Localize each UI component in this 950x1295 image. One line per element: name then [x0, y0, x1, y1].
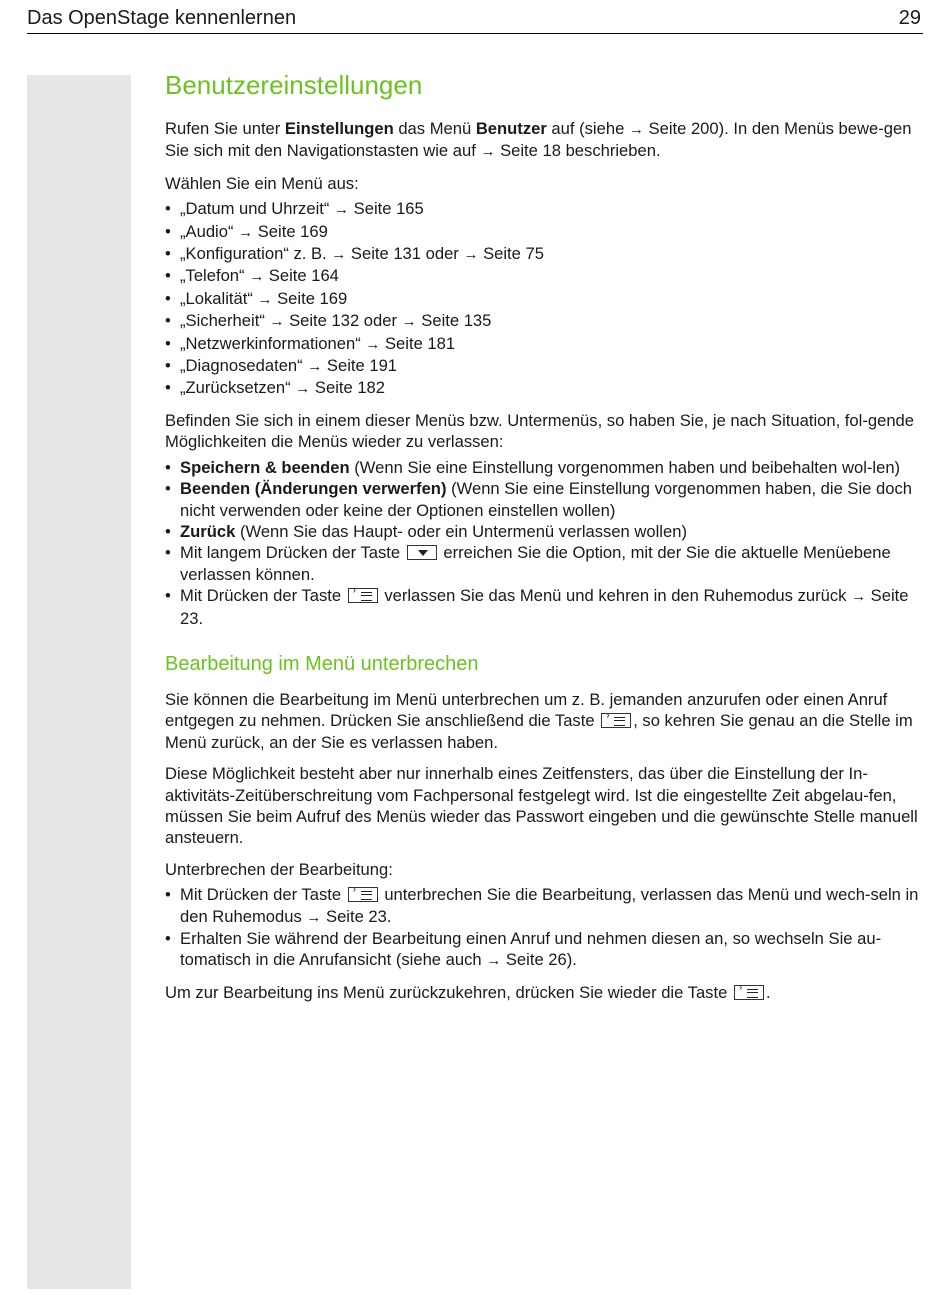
- paragraph: Diese Möglichkeit besteht aber nur innerhalb eines Zeitfensters, das über die Einstellung der In-aktivitäts-Zeitüberschreitung vom Fachpersonal festgelegt wird. Ist die eingestellte Zeit abgelau-fen, müssen Sie beim Aufruf des Menüs wieder das Passwort eingeben und die gewünschte Stelle manuell ansteuern.: [165, 764, 918, 848]
- arrow-icon: →: [269, 313, 285, 331]
- choose-menu-text: Wählen Sie ein Menü aus:: [165, 173, 359, 193]
- options-intro: Befinden Sie sich in einem dieser Menüs bzw. Untermenüs, so haben Sie, je nach Situation, fol-gende Möglichkeiten die Menüs wieder zu verlassen:: [165, 410, 915, 452]
- arrow-icon: →: [851, 588, 867, 606]
- arrow-icon: →: [486, 952, 502, 970]
- arrow-icon: →: [295, 380, 311, 398]
- list-item: • „Netzwerkinformationen“ → Seite 181: [165, 333, 456, 353]
- section-heading: Benutzereinstellungen: [165, 70, 423, 100]
- menu-key-icon: ›: [601, 713, 631, 728]
- paragraph: Sie können die Bearbeitung im Menü unterbrechen um z. B. jemanden anzurufen oder einen Anruf entgegen zu nehmen. Drücken Sie anschließend die Taste › , so kehren Sie genau an die Stelle im Menü zurück, an der Sie es verlassen haben.: [165, 689, 913, 752]
- arrow-icon: →: [401, 313, 417, 331]
- arrow-icon: →: [306, 908, 322, 926]
- menu-key-icon: ›: [734, 985, 764, 1000]
- arrow-icon: →: [238, 223, 254, 241]
- arrow-icon: →: [480, 143, 496, 161]
- arrow-icon: →: [365, 335, 381, 353]
- list-item: • Speichern & beenden (Wenn Sie eine Einstellung vorgenommen haben und beibehalten wol-len): [165, 457, 901, 477]
- menu-key-icon: ›: [348, 887, 378, 902]
- page-header: [27, 6, 923, 34]
- arrow-icon: →: [334, 201, 350, 219]
- arrow-icon: →: [331, 246, 347, 264]
- arrow-icon: →: [307, 358, 323, 376]
- subsection-heading: Bearbeitung im Menü unterbrechen: [165, 652, 479, 675]
- arrow-icon: →: [628, 121, 644, 138]
- interrupt-list: [165, 884, 921, 972]
- list-item: • „Lokalität“ → Seite 169: [165, 288, 348, 308]
- list-item: • Erhalten Sie während der Bearbeitung einen Anruf und nehmen diesen an, so wechseln Sie au-tomatisch in die Anrufansicht (siehe auch → Seite 26).: [165, 929, 882, 970]
- paragraph: Um zur Bearbeitung ins Menü zurückzukehren, drücken Sie wieder die Taste › .: [165, 981, 771, 1002]
- list-item: • „Telefon“ → Seite 164: [165, 266, 339, 286]
- arrow-icon: →: [463, 246, 479, 264]
- main-content: [165, 68, 921, 1013]
- list-item: • „Sicherheit“ → Seite 132 oder → Seite 135: [165, 311, 492, 331]
- list-item: • „Diagnosedaten“ → Seite 191: [165, 356, 398, 376]
- list-item: • „Zurücksetzen“ → Seite 182: [165, 378, 386, 398]
- list-item: • Beenden (Änderungen verwerfen) (Wenn Sie eine Einstellung vorgenommen haben, die Sie doch nicht verwenden oder keine der Optionen einstellen wollen): [165, 479, 913, 520]
- list-item: • „Datum und Uhrzeit“ → Seite 165: [165, 199, 424, 219]
- list-item: • „Audio“ → Seite 169: [165, 221, 328, 241]
- menu-list: [165, 198, 921, 400]
- paragraph: Unterbrechen der Bearbeitung:: [165, 859, 393, 879]
- exit-options-list: [165, 457, 921, 629]
- list-item: • „Konfiguration“ z. B. → Seite 131 oder → Seite 75: [165, 244, 544, 264]
- list-item: • Mit Drücken der Taste › unterbrechen Sie die Bearbeitung, verlassen das Menü und wech-seln in den Ruhemodus → Seite 23.: [165, 884, 919, 926]
- list-item: • Mit Drücken der Taste › verlassen Sie das Menü und kehren in den Ruhemodus zurück → Seite 23.: [165, 585, 909, 628]
- intro-paragraph: Rufen Sie unter Einstellungen das Menü Benutzer auf (siehe → Seite 200). In den Menüs bewe-gen Sie sich mit den Navigationstasten wie auf → Seite 18 beschrieben.: [165, 119, 912, 161]
- arrow-icon: →: [257, 290, 273, 308]
- down-key-icon: [407, 545, 437, 560]
- page-number: 29: [898, 7, 921, 29]
- arrow-icon: →: [249, 268, 265, 286]
- running-title: Das OpenStage kennenlernen: [27, 7, 297, 29]
- margin-sidebar: [27, 75, 131, 1289]
- menu-key-icon: ›: [348, 588, 378, 603]
- list-item: • Zurück (Wenn Sie das Haupt- oder ein Untermenü verlassen wollen): [165, 521, 687, 541]
- list-item: • Mit langem Drücken der Taste erreichen Sie die Option, mit der Sie die aktuelle Menüebene verlassen können.: [165, 543, 891, 584]
